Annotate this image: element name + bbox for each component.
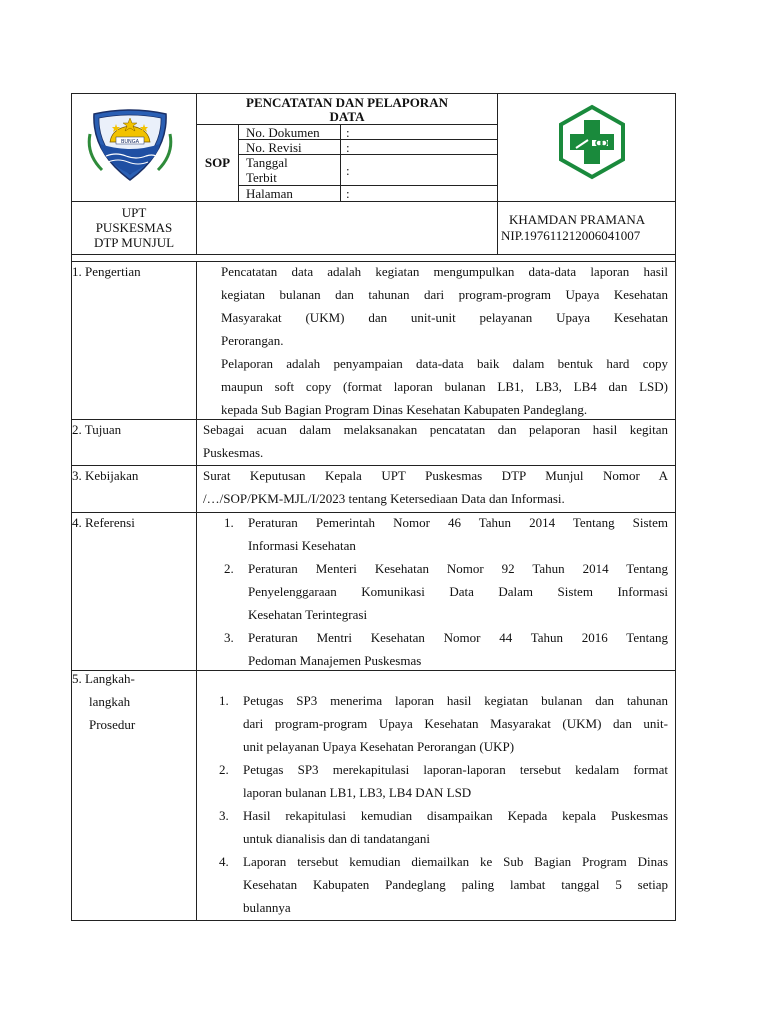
signer-name: KHAMDAN PRAMANA xyxy=(509,212,646,227)
prosedur-step-line: bulannya xyxy=(243,900,291,915)
sop-sep-divider xyxy=(340,124,341,201)
referensi-item xyxy=(203,511,668,557)
field-sep-tanggal-terbit: : xyxy=(346,163,350,178)
field-label-no-dokumen: No. Dokumen xyxy=(246,125,320,140)
pengertian-line: Perorangan. xyxy=(221,333,284,348)
prosedur-step xyxy=(203,850,668,919)
prosedur-step xyxy=(203,758,668,804)
field-sep-halaman: : xyxy=(346,186,350,201)
prosedur-step-number: 2. xyxy=(219,762,229,777)
org-name-line1: UPT xyxy=(121,205,147,220)
header-bottom-border xyxy=(71,254,676,255)
prosedur-step xyxy=(203,689,668,758)
referensi-item-line: Peraturan Pemerintah Nomor 46 Tahun 2014 Tentang Sistem xyxy=(248,515,668,530)
prosedur-list xyxy=(203,689,668,919)
body-col-divider xyxy=(196,261,197,921)
pengertian-line: kegiatan bulanan dan tahunan dari program-program Upaya Kesehatan xyxy=(221,287,668,302)
kebijakan-line: /…/SOP/PKM-MJL/I/2023 tentang Ketersediaan Data dan Informasi. xyxy=(203,491,565,506)
prosedur-step-number: 4. xyxy=(219,854,229,869)
prosedur-step-line: unit pelayanan Upaya Kesehatan Perorangan (UKP) xyxy=(243,739,515,754)
emblem-ribbon-text: BUNGA xyxy=(120,139,140,145)
section-label-prosedur-line1: 5. Langkah- xyxy=(72,671,135,686)
puskesmas-logo xyxy=(554,104,630,180)
prosedur-step-line: laporan bulanan LB1, LB3, LB4 DAN LSD xyxy=(243,785,472,800)
referensi-item-line: Peraturan Menteri Kesehatan Nomor 92 Tahun 2014 Tentang xyxy=(248,561,668,576)
kebijakan-line: Surat Keputusan Kepala UPT Puskesmas DTP Munjul Nomor A xyxy=(203,468,668,483)
prosedur-step-line: Kesehatan Kabupaten Pandeglang paling lambat tanggal 5 setiap xyxy=(243,877,668,892)
prosedur-step-number: 1. xyxy=(219,693,229,708)
field-label-halaman: Halaman xyxy=(246,186,293,201)
prosedur-step-line: Hasil rekapitulasi kemudian disampaikan Kepada kepala Puskesmas xyxy=(243,808,668,823)
header-mid-border xyxy=(71,201,676,202)
field-label-tanggal-line2: Terbit xyxy=(246,170,277,185)
document-title-line2: DATA xyxy=(329,109,365,124)
table-bottom-border xyxy=(71,920,676,921)
referensi-item-line: Pedoman Manajemen Puskesmas xyxy=(248,653,422,668)
document-title-line1: PENCATATAN DAN PELAPORAN xyxy=(246,95,448,110)
referensi-item-number: 2. xyxy=(224,561,234,576)
section-label-prosedur-line3: Prosedur xyxy=(89,717,136,732)
prosedur-step-line: Laporan tersebut kemudian diemailkan ke Sub Bagian Program Dinas xyxy=(243,854,668,869)
pengertian-line: maupun soft copy (format laporan bulanan LB1, LB3, LB4 dan LSD) xyxy=(221,379,668,394)
prosedur-step-line: untuk dianalisis dan di tandatangani xyxy=(243,831,431,846)
sop-label: SOP xyxy=(204,155,231,170)
prosedur-step-number: 3. xyxy=(219,808,229,823)
tujuan-line: Sebagai acuan dalam melaksanakan pencatatan dan pelaporan hasil kegitan xyxy=(203,422,668,437)
section-text-kebijakan xyxy=(203,464,668,510)
tujuan-line: Puskesmas. xyxy=(203,445,264,460)
header-col3-divider xyxy=(497,93,498,254)
field-sep-no-revisi: : xyxy=(346,140,350,155)
prosedur-step-line: dari program-program Upaya Kesehatan Masyarakat (UKM) dan unit- xyxy=(243,716,668,731)
referensi-item-line: Informasi Kesehatan xyxy=(248,538,356,553)
referensi-item-number: 3. xyxy=(224,630,234,645)
section-text-tujuan xyxy=(203,418,668,464)
section-label-pengertian: 1. Pengertian xyxy=(72,264,141,279)
org-name-line3: DTP MUNJUL xyxy=(93,235,175,250)
section-label-kebijakan: 3. Kebijakan xyxy=(72,468,139,483)
field-label-no-revisi: No. Revisi xyxy=(246,140,302,155)
referensi-list xyxy=(203,511,668,672)
section-label-prosedur-line2: langkah xyxy=(89,694,131,709)
referensi-item-line: Peraturan Mentri Kesehatan Nomor 44 Tahun 2016 Tentang xyxy=(248,630,668,645)
header-top-border xyxy=(71,93,676,94)
regency-emblem-logo xyxy=(86,104,174,184)
table-right-border xyxy=(675,93,676,921)
sop-label-divider xyxy=(238,124,239,201)
referensi-item-line: Kesehatan Terintegrasi xyxy=(248,607,368,622)
referensi-item-line: Penyelenggaraan Komunikasi Data Dalam Sistem Informasi xyxy=(248,584,668,599)
referensi-item-number: 1. xyxy=(224,515,234,530)
org-name-line2: PUSKESMAS xyxy=(95,220,173,235)
prosedur-step-line: Petugas SP3 menerima laporan hasil kegiatan bulanan dan tahunan xyxy=(243,693,668,708)
section-text-pengertian xyxy=(221,260,668,421)
section-label-referensi: 4. Referensi xyxy=(72,515,135,530)
prosedur-step xyxy=(203,804,668,850)
field-sep-no-dokumen: : xyxy=(346,125,350,140)
referensi-item xyxy=(203,557,668,626)
pengertian-line: Pelaporan adalah penyampaian data-data baik dalam bentuk hard copy xyxy=(221,356,668,371)
section-label-tujuan: 2. Tujuan xyxy=(72,422,122,437)
pengertian-line: Pencatatan data adalah kegiatan mengumpulkan data-data laporan hasil xyxy=(221,264,668,279)
signer-nip: NIP.197611212006041007 xyxy=(501,228,641,243)
referensi-item xyxy=(203,626,668,672)
field-label-tanggal-line1: Tanggal xyxy=(246,155,288,170)
prosedur-step-line: Petugas SP3 merekapitulasi laporan-laporan tersebut kedalam format xyxy=(243,762,668,777)
pengertian-line: Masyarakat (UKM) dan unit-unit pelayanan Upaya Kesehatan xyxy=(221,310,668,325)
pengertian-line: kepada Sub Bagian Program Dinas Kesehatan Kabupaten Pandeglang. xyxy=(221,402,588,417)
